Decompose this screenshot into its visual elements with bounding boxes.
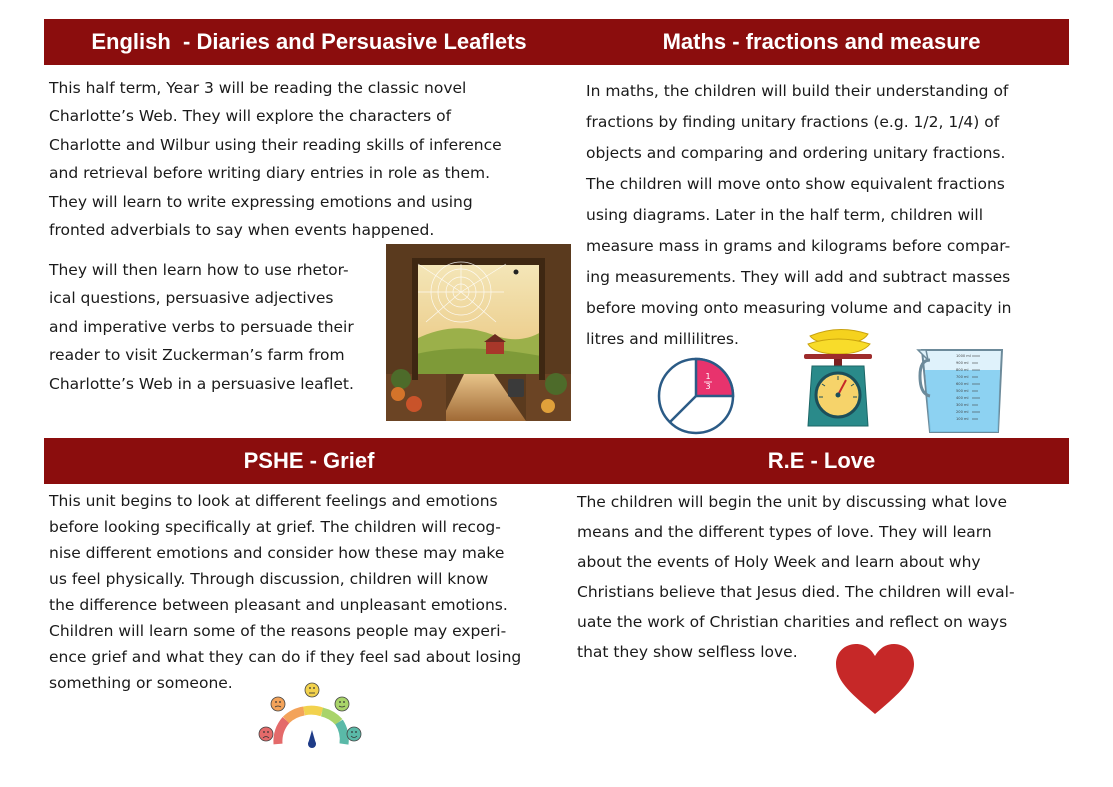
text-line: fractions by finding unitary fractions (e.g. 1/2, 1/4) of (586, 113, 1000, 131)
banana-scale-icon (802, 322, 874, 432)
maths-title: Maths - fractions and measure (662, 29, 981, 54)
text-line: the difference between pleasant and unpleasant emotions. (49, 596, 508, 614)
text-line: They will learn to write expressing emotions and using (49, 192, 473, 211)
text-line: This unit begins to look at different feelings and emotions (49, 492, 498, 510)
jug-mark: 700 ml (956, 375, 969, 379)
jug-mark: 500 ml (956, 389, 969, 393)
text-line: litres and millilitres. (586, 330, 739, 348)
text-line: nise different emotions and consider how these may make (49, 544, 505, 562)
text-line: ing measurements. They will add and subtract masses (586, 268, 1011, 286)
text-line: ence grief and what they can do if they feel sad about losing (49, 648, 522, 666)
spider-web-barn-illustration (386, 244, 571, 421)
text-line: reader to visit Zuckerman’s farm from (49, 346, 345, 365)
re-title: R.E - Love (767, 448, 876, 473)
text-line: Charlotte’s Web. They will explore the characters of (49, 107, 452, 126)
pshe-paragraph (49, 488, 574, 696)
text-line: This half term, Year 3 will be reading the classic novel (49, 79, 467, 97)
text-line: means and the different types of love. They will learn (577, 523, 992, 541)
text-line: objects and comparing and ordering unitary fractions. (586, 144, 1006, 162)
text-line: The children will begin the unit by discussing what love (577, 493, 1008, 511)
english-paragraph-2 (49, 256, 389, 398)
text-line: us feel physically. Through discussion, children will know (49, 570, 489, 588)
text-line: Charlotte’s Web in a persuasive leaflet. (49, 374, 354, 393)
jug-mark: 900 ml (956, 361, 969, 365)
text-line: and retrieval before writing diary entries in role as them. (49, 164, 491, 183)
english-title: English - Diaries and Persuasive Leaflets (91, 29, 527, 54)
text-line: Charlotte and Wilbur using their reading skills of inference (49, 135, 502, 154)
jug-mark: 1000 ml (956, 354, 971, 358)
text-line: using diagrams. Later in the half term, children will (586, 206, 984, 224)
pshe-title: PSHE - Grief (243, 448, 375, 473)
text-line: The children will move onto show equivalent fractions (586, 175, 1005, 193)
re-paragraph (577, 487, 1077, 667)
text-line: In maths, the children will build their understanding of (586, 82, 1009, 100)
jug-mark: 800 ml (956, 368, 969, 372)
fraction-pie-icon (656, 356, 736, 436)
measuring-jug-icon (916, 346, 1020, 436)
maths-paragraph (586, 76, 1076, 355)
jug-mark: 600 ml (956, 382, 969, 386)
jug-mark: 300 ml (956, 403, 969, 407)
text-line: ical questions, persuasive adjectives (49, 289, 334, 308)
heart-icon (834, 642, 916, 716)
english-header (44, 19, 574, 65)
jug-mark: 200 ml (956, 410, 969, 414)
maths-header (574, 19, 1069, 65)
jug-mark: 400 ml (956, 396, 969, 400)
english-paragraph-1 (49, 74, 549, 244)
fraction-denominator: 3 (705, 382, 711, 391)
emotion-meter-icon (256, 680, 366, 748)
text-line: before looking specifically at grief. The children will recog- (49, 518, 501, 536)
text-line: Children will learn some of the reasons people may experi- (49, 622, 507, 640)
jug-mark: 100 ml (956, 417, 969, 421)
re-header (574, 438, 1069, 484)
pshe-header (44, 438, 574, 484)
text-line: and imperative verbs to persuade their (49, 317, 354, 336)
text-line: that they show selfless love. (577, 643, 798, 661)
text-line: They will then learn how to use rhetor- (49, 261, 349, 279)
text-line: measure mass in grams and kilograms before compar- (586, 237, 1011, 255)
fraction-numerator: 1 (705, 372, 711, 381)
text-line: before moving onto measuring volume and capacity in (586, 299, 1012, 317)
text-line: fronted adverbials to say when events happened. (49, 221, 435, 240)
text-line: something or someone. (49, 674, 233, 692)
text-line: uate the work of Christian charities and reflect on ways (577, 613, 1008, 631)
text-line: about the events of Holy Week and learn about why (577, 553, 981, 571)
text-line: Christians believe that Jesus died. The children will eval- (577, 583, 1015, 601)
